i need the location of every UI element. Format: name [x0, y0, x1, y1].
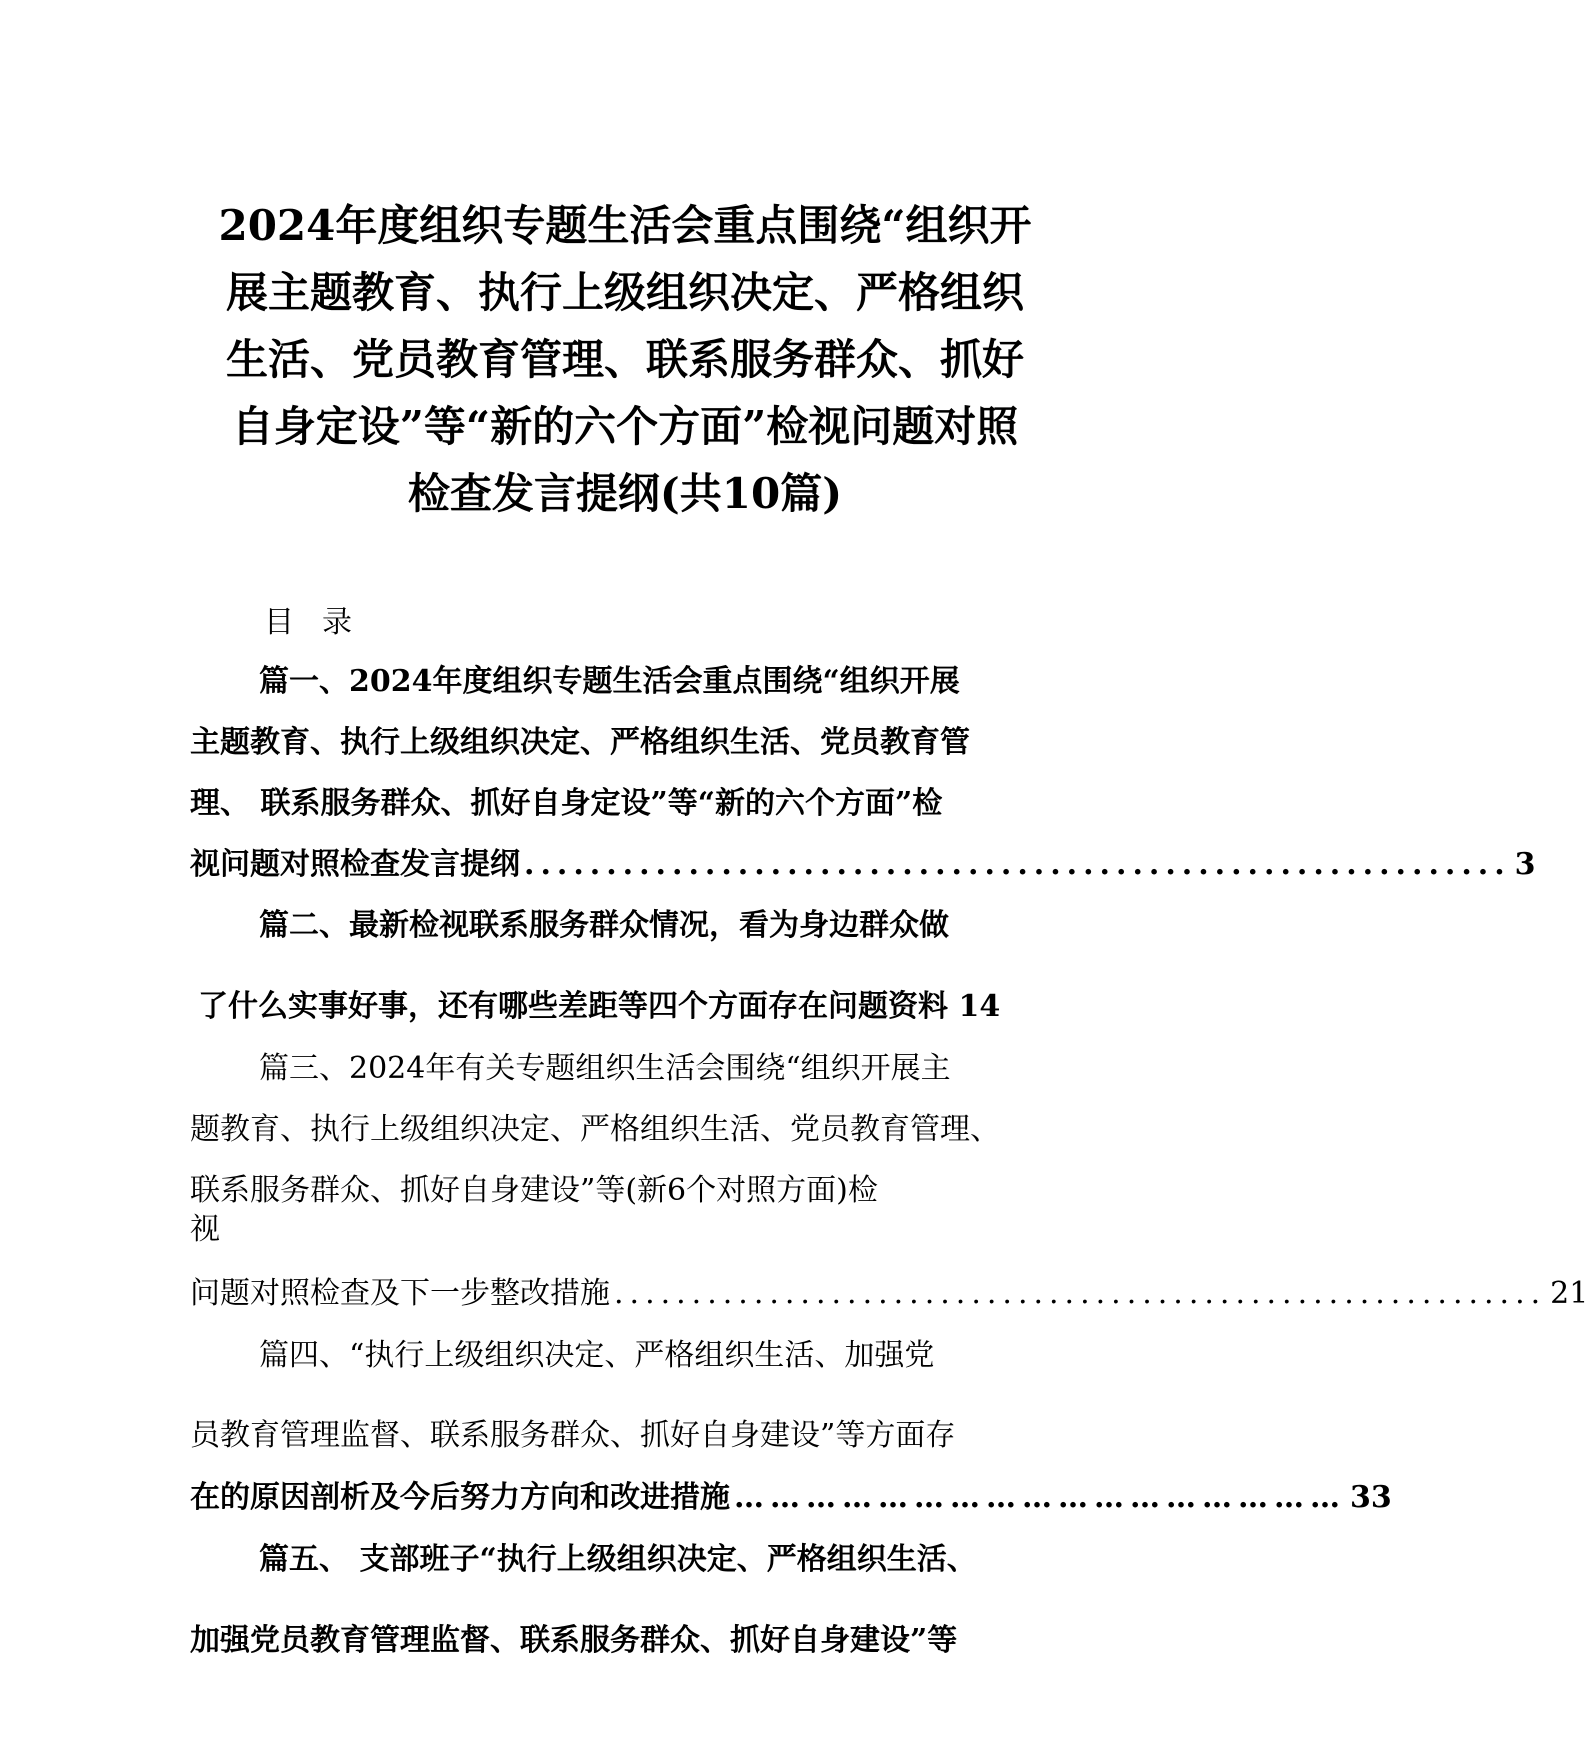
toc-heading: 目录 [264, 605, 380, 640]
toc-entry-3-last-line [190, 1274, 1588, 1314]
toc-page-number: 33 [1350, 1480, 1392, 1515]
toc-page-number: 3 [1514, 847, 1536, 882]
toc-entry-1-line: 篇一、2024年度组织专题生活会重点围绕“组织开展 [259, 664, 960, 699]
toc-entry-1-line: 理、 联系服务群众、抓好自身定设”等“新的六个方面”检 [190, 786, 943, 821]
document-title [185, 192, 1065, 527]
toc-leader: ............................................................ [614, 1276, 1547, 1311]
toc-leader: ............................................................ [524, 847, 1511, 882]
toc-entry-2-line: 了什么实事好事，还有哪些差距等四个方面存在问题资料 14 [198, 989, 1001, 1024]
toc-entry-3-line: 视 [190, 1212, 220, 1247]
title-line: 2024年度组织专题生活会重点围绕“组织开 [218, 201, 1032, 250]
toc-entry-1-last-line [190, 845, 1536, 885]
toc-entry-3-line: 题教育、执行上级组织决定、严格组织生活、党员教育管理、 [190, 1112, 1000, 1147]
toc-entry-2-line: 篇二、最新检视联系服务群众情况，看为身边群众做 [259, 908, 949, 943]
toc-entry-5-line: 篇五、 支部班子“执行上级组织决定、严格组织生活、 [259, 1542, 977, 1577]
title-line: 生活、党员教育管理、联系服务群众、抓好 [225, 335, 1024, 384]
toc-entry-3-line: 联系服务群众、抓好自身建设”等(新6个对照方面)检 [190, 1173, 878, 1208]
title-line: 检查发言提纲(共10篇) [407, 469, 843, 518]
toc-entry-1-line: 主题教育、执行上级组织决定、严格组织生活、党员教育管 [190, 725, 970, 760]
toc-page-number: 21 [1550, 1276, 1588, 1311]
toc-entry-text: 在的原因剖析及今后努力方向和改进措施 [190, 1480, 730, 1515]
toc-leader: …………………………………………… [734, 1480, 1346, 1515]
toc-entry-text: 问题对照检查及下一步整改措施 [190, 1276, 610, 1311]
toc-entry-4-line: 篇四、“执行上级组织决定、严格组织生活、加强党 [259, 1338, 935, 1373]
toc-entry-3-line: 篇三、2024年有关专题组织生活会围绕“组织开展主 [259, 1051, 951, 1086]
toc-entry-text: 视问题对照检查发言提纲 [190, 847, 520, 882]
toc-entry-4-line: 员教育管理监督、联系服务群众、抓好自身建设”等方面存 [190, 1418, 956, 1453]
toc-entry-5-line: 加强党员教育管理监督、联系服务群众、抓好自身建设”等 [190, 1623, 958, 1658]
title-line: 展主题教育、执行上级组织决定、严格组织 [225, 268, 1024, 317]
title-line: 自身定设”等“新的六个方面”检视问题对照 [231, 402, 1019, 451]
toc-entry-4-last-line [190, 1478, 1392, 1518]
